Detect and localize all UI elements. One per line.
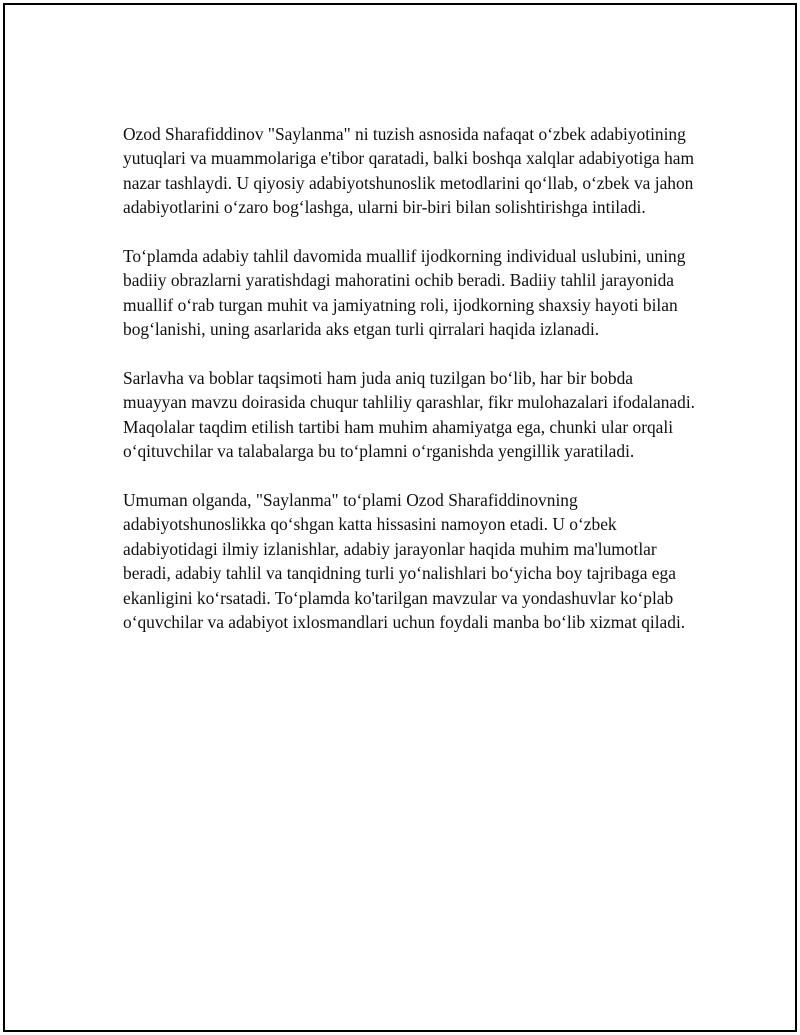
paragraph-3: Sarlavha va boblar taqsimoti ham juda aniq tuzilgan bo‘lib, har bir bobda muayyan mavzu doirasida chuqur tahliliy qarashlar, fikr mulohazalari ifodalanadi. Maqolalar taqdim etilish tartibi ham muhim ahamiyatga ega, chunki ular orqali o‘qituvchilar va talabalarga bu to‘plamni o‘rganishda yengillik yaratiladi. bbox=[123, 368, 696, 462]
page-border bbox=[3, 3, 797, 1032]
document-body bbox=[123, 122, 698, 659]
paragraph-2: To‘plamda adabiy tahlil davomida muallif ijodkorning individual uslubini, uning badiiy obrazlarni yaratishdagi mahoratini ochib beradi. Badiiy tahlil jarayonida muallif o‘rab turgan muhit va jamiyatning roli, ijodkorning shaxsiy hayoti bilan bog‘lanishi, uning asarlarida aks etgan turli qirralari haqida izlanadi. bbox=[123, 246, 686, 340]
paragraph-1: Ozod Sharafiddinov "Saylanma" ni tuzish asnosida nafaqat o‘zbek adabiyotining yutuqlari va muammolariga e'tibor qaratadi, balki boshqa xalqlar adabiyotiga ham nazar tashlaydi. U qiyosiy adabiyotshunoslik metodlarini qo‘llab, o‘zbek va jahon adabiyotlarini o‘zaro bog‘lashga, ularni bir-biri bilan solishtirishga intiladi. bbox=[123, 124, 695, 218]
paragraph-4: Umuman olganda, "Saylanma" to‘plami Ozod Sharafiddinovning adabiyotshunoslikka qo‘shgan katta hissasini namoyon etadi. U o‘zbek adabiyotidagi ilmiy izlanishlar, adabiy jarayonlar haqida muhim ma'lumotlar beradi, adabiy tahlil va tanqidning turli yo‘nalishlari bo‘yicha boy tajribaga ega ekanligini ko‘rsatadi. To‘plamda ko'tarilgan mavzular va yondashuvlar ko‘plab o‘quvchilar va adabiyot ixlosmandlari uchun foydali manba bo‘lib xizmat qiladi. bbox=[123, 490, 686, 633]
